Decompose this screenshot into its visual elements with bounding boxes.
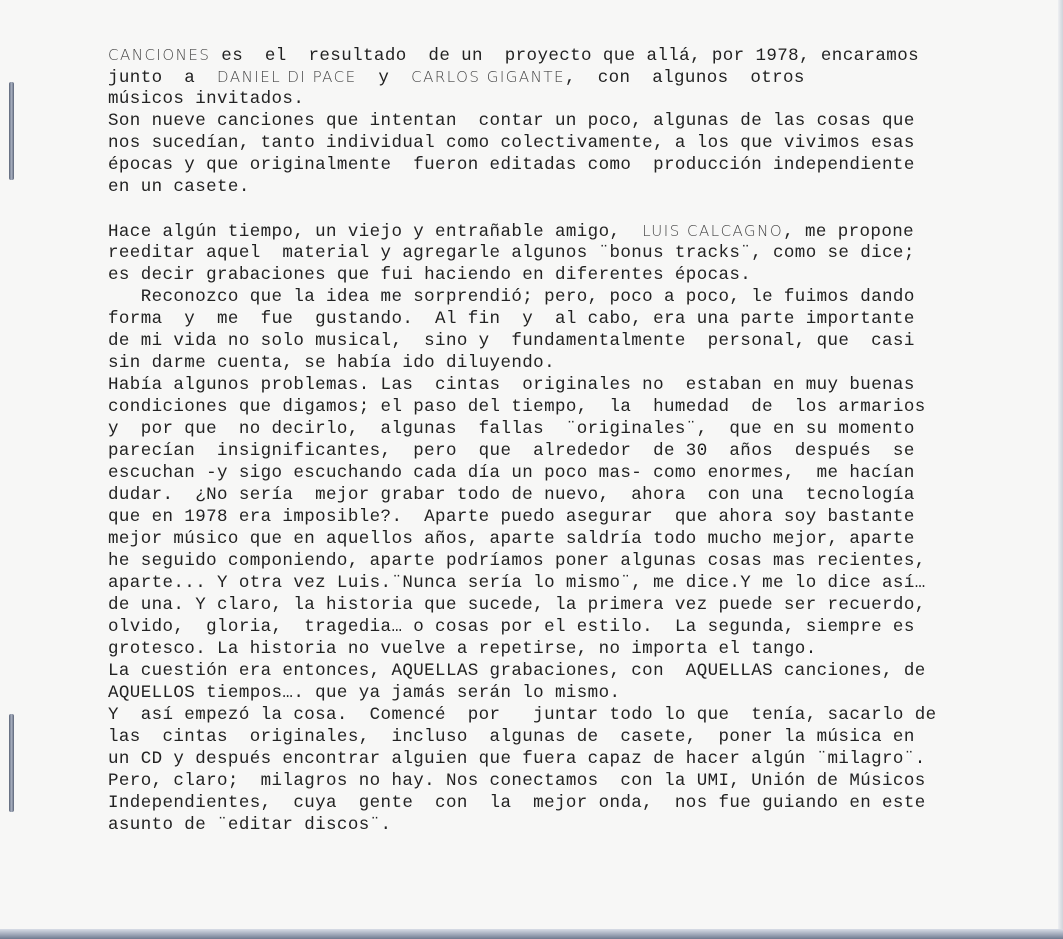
body-text xyxy=(108,44,1008,836)
text-segment: en un casete. xyxy=(108,177,250,197)
text-segment: reeditar aquel material y agregarle algunos ¨bonus tracks¨, como se dice; xyxy=(108,243,915,263)
text-line xyxy=(108,88,1008,110)
text-segment: es el resultado de un proyecto que allá, por 1978, encaramos xyxy=(210,46,920,66)
text-line xyxy=(108,704,1008,726)
text-segment: las cintas originales, incluso algunas de casete, poner la música en xyxy=(108,727,915,747)
text-segment: un CD y después encontrar alguien que fuera capaz de hacer algún ¨milagro¨. xyxy=(108,749,926,769)
text-segment: mejor músico que en aquellos años, aparte saldría todo mucho mejor, aparte xyxy=(108,529,915,549)
text-segment: La cuestión era entonces, AQUELLAS grabaciones, con AQUELLAS canciones, de xyxy=(108,661,926,681)
text-line xyxy=(108,660,1008,682)
text-segment: de una. Y claro, la historia que sucede, la primera vez puede ser recuerdo, xyxy=(108,595,926,615)
text-line xyxy=(108,132,1008,154)
text-segment: y xyxy=(356,68,412,88)
text-segment: que en 1978 era imposible?. Aparte puedo asegurar que ahora soy bastante xyxy=(108,507,915,527)
text-line xyxy=(108,814,1008,836)
text-segment: sin darme cuenta, se había ido diluyendo. xyxy=(108,353,555,373)
text-segment: he seguido componiendo, aparte podríamos poner algunas cosas mas recientes, xyxy=(108,551,926,571)
text-segment: AQUELLOS tiempos…. que ya jamás serán lo mismo. xyxy=(108,683,621,703)
text-line xyxy=(108,352,1008,374)
text-segment: escuchan -y sigo escuchando cada día un poco mas- como enormes, me hacían xyxy=(108,463,915,483)
text-line xyxy=(108,264,1008,286)
text-segment: es decir grabaciones que fui haciendo en diferentes épocas. xyxy=(108,265,752,285)
text-segment: dudar. ¿No sería mejor grabar todo de nuevo, ahora con una tecnología xyxy=(108,485,915,505)
text-line xyxy=(108,792,1008,814)
text-segment: Hace algún tiempo, un viejo y entrañable amigo, xyxy=(108,222,643,242)
text-segment: aparte... Y otra vez Luis.¨Nunca sería lo mismo¨, me dice.Y me lo dice así… xyxy=(108,573,926,593)
text-line xyxy=(108,154,1008,176)
text-line xyxy=(108,770,1008,792)
handwritten-name: LUIS CALCAGNO xyxy=(642,222,784,240)
text-line xyxy=(108,528,1008,550)
staple-bottom xyxy=(9,714,14,812)
text-line xyxy=(108,682,1008,704)
text-segment: Había algunos problemas. Las cintas originales no estaban en muy buenas xyxy=(108,375,915,395)
text-line xyxy=(108,638,1008,660)
text-line xyxy=(108,572,1008,594)
text-line xyxy=(108,396,1008,418)
text-line xyxy=(108,242,1008,264)
text-line xyxy=(108,220,1008,242)
text-segment: de mi vida no solo musical, sino y fundamentalmente personal, que casi xyxy=(108,331,915,351)
text-segment: músicos invitados. xyxy=(108,89,305,109)
text-line xyxy=(108,44,1008,66)
text-segment: Reconozco que la idea me sorprendió; pero, poco a poco, le fuimos dando xyxy=(108,287,915,307)
text-line xyxy=(108,594,1008,616)
text-line xyxy=(108,550,1008,572)
text-segment: , con algunos otros xyxy=(565,68,805,88)
text-segment: Y así empezó la cosa. Comencé por juntar todo lo que tenía, sacarlo de xyxy=(108,705,937,725)
page-right-edge xyxy=(1058,0,1063,930)
text-line xyxy=(108,506,1008,528)
text-segment: grotesco. La historia no vuelve a repetirse, no importa el tango. xyxy=(108,639,817,659)
text-line xyxy=(108,484,1008,506)
text-segment: y por que no decirlo, algunas fallas ¨originales¨, que en su momento xyxy=(108,419,915,439)
text-line xyxy=(108,418,1008,440)
text-line xyxy=(108,110,1008,132)
text-segment: condiciones que digamos; el paso del tiempo, la humedad de los armarios xyxy=(108,397,926,417)
text-segment: parecían insignificantes, pero que alrededor de 30 años después se xyxy=(108,441,915,461)
text-segment: Independientes, cuya gente con la mejor onda, nos fue guiando en este xyxy=(108,793,926,813)
text-line xyxy=(108,440,1008,462)
text-line xyxy=(108,308,1008,330)
text-line xyxy=(108,748,1008,770)
text-line xyxy=(108,330,1008,352)
handwritten-name: DANIEL DI PACE xyxy=(217,68,357,86)
handwritten-name: CARLOS GIGANTE xyxy=(411,68,565,86)
text-segment: Pero, claro; milagros no hay. Nos conectamos con la UMI, Unión de Músicos xyxy=(108,771,926,791)
text-segment: junto a xyxy=(108,68,218,88)
text-segment: forma y me fue gustando. Al fin y al cabo, era una parte importante xyxy=(108,309,915,329)
handwritten-name: CANCIONES xyxy=(108,46,211,64)
text-line xyxy=(108,462,1008,484)
staple-top xyxy=(9,82,14,180)
text-line xyxy=(108,726,1008,748)
text-segment: Son nueve canciones que intentan contar un poco, algunas de las cosas que xyxy=(108,111,915,131)
text-segment: , me propone xyxy=(783,222,915,242)
text-segment: asunto de ¨editar discos¨. xyxy=(108,815,392,835)
text-segment: épocas y que originalmente fueron editadas como producción independiente xyxy=(108,155,915,175)
text-segment: olvido, gloria, tragedia… o cosas por el estilo. La segunda, siempre es xyxy=(108,617,915,637)
text-line xyxy=(108,176,1008,198)
text-segment: nos sucedían, tanto individual como colectivamente, a los que vivimos esas xyxy=(108,133,915,153)
text-line xyxy=(108,616,1008,638)
page-bottom-edge xyxy=(0,929,1063,939)
text-line xyxy=(108,66,1008,88)
text-line xyxy=(108,286,1008,308)
text-line xyxy=(108,374,1008,396)
paragraph-gap xyxy=(108,198,1008,220)
